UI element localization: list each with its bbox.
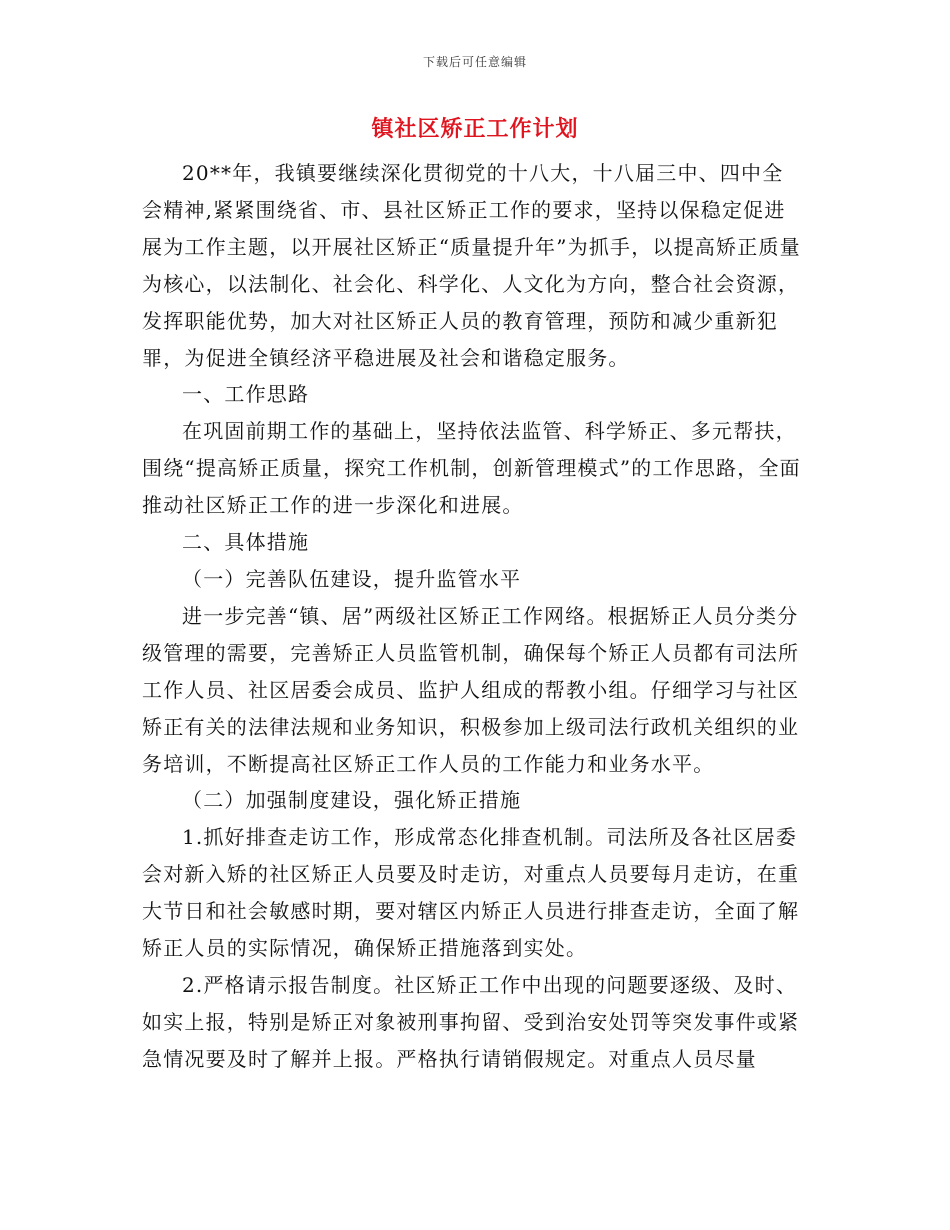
heading-work-approach: 一、工作思路: [182, 382, 310, 407]
paragraph-item-1: 1.抓好排查走访工作，形成常态化排查机制。司法所及各社区居委会对新入矫的社区矫正人员要及时走访，对重点人员要每月走访，在重大节日和社会敏感时期，要对辖区内矫正人员进行排查走访，全面了解矫正人员的实际情况，确保矫正措施落到实处。: [142, 825, 800, 961]
header-note: 下载后可任意编辑: [422, 55, 527, 69]
paragraph-work-approach: 在巩固前期工作的基础上，坚持依法监管、科学矫正、多元帮扶，围绕“提高矫正质量，探究工作机制，创新管理模式”的工作思路，全面推动社区矫正工作的进一步深化和进展。: [142, 419, 801, 518]
document-title: 镇社区矫正工作计划: [371, 116, 579, 142]
paragraph-team-building: 进一步完善“镇、居”两级社区矫正工作网络。根据矫正人员分类分级管理的需要，完善矫正人员监管机制，确保每个矫正人员都有司法所工作人员、社区居委会成员、监护人组成的帮教小组。仔细学习与社区矫正有关的法律法规和业务知识，积极参加上级司法行政机关组织的业务培训，不断提高社区矫正工作人员的工作能力和业务水平。: [142, 603, 800, 776]
subheading-team-building: （一）完善队伍建设，提升监管水平: [182, 566, 522, 591]
heading-specific-measures: 二、具体措施: [182, 530, 310, 555]
document-body: [142, 155, 802, 1078]
paragraph-intro: 20**年，我镇要继续深化贯彻党的十八大，十八届三中、四中全会精神,紧紧围绕省、市、县社区矫正工作的要求，坚持以保稳定促进展为工作主题，以开展社区矫正“质量提升年”为抓手，以提高矫正质量为核心，以法制化、社会化、科学化、人文化为方向，整合社会资源，发挥职能优势，加大对社区矫正人员的教育管理，预防和减少重新犯罪，为促进全镇经济平稳进展及社会和谐稳定服务。: [142, 161, 801, 370]
subheading-system-building: （二）加强制度建设，强化矫正措施: [182, 788, 522, 813]
paragraph-item-2: 2.严格请示报告制度。社区矫正工作中出现的问题要逐级、及时、如实上报，特别是矫正对象被刑事拘留、受到治安处罚等突发事件或紧急情况要及时了解并上报。严格执行请销假规定。对重点人员尽量: [142, 972, 800, 1071]
